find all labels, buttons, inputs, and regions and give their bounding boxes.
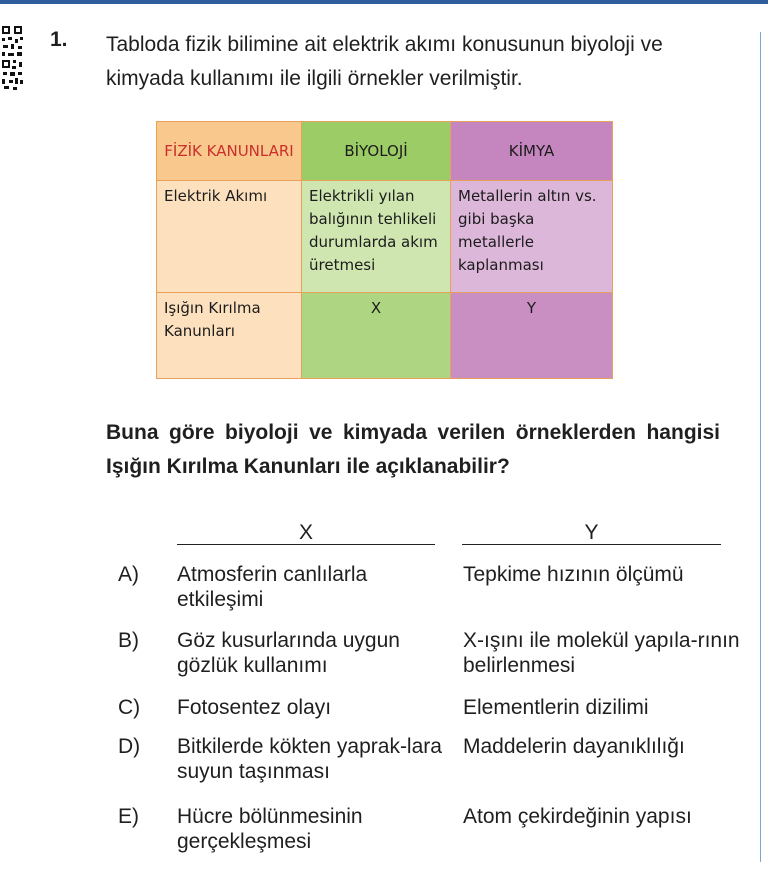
column-header-y: Y — [462, 522, 721, 545]
option-x-text: Bitkilerde kökten yaprak-lara suyun taşınması — [177, 735, 442, 783]
cell-chemistry-example: Metallerin altın vs. gibi başka metallerle kaplanması — [451, 181, 613, 293]
option-y-text: Maddelerin dayanıklılığı — [463, 735, 685, 758]
cell-y-unknown: Y — [451, 293, 613, 379]
option-x-text: Hücre bölünmesinin gerçekleşmesi — [177, 805, 363, 853]
option-x-text: Fotosentez olayı — [177, 696, 332, 719]
option-letter: E) — [118, 805, 139, 828]
option-x-text: Göz kusurlarında uygun gözlük kullanımı — [177, 629, 400, 677]
cell-law-refraction: Işığın Kırılma Kanunları — [157, 293, 302, 379]
option-letter: D) — [118, 735, 141, 758]
top-accent-bar — [0, 0, 768, 4]
option-y-text: Tepkime hızının ölçümü — [463, 563, 684, 586]
header-fizik-kanunlari: FİZİK KANUNLARI — [157, 122, 302, 181]
table-header-row — [157, 122, 613, 181]
cell-x-unknown: X — [302, 293, 451, 379]
table-row — [157, 293, 613, 379]
option-letter: B) — [118, 629, 139, 652]
option-y-text: Elementlerin dizilimi — [463, 696, 649, 719]
header-biyoloji: BİYOLOJİ — [302, 122, 451, 181]
cell-biology-example: Elektrikli yılan balığının tehlikeli durumlarda akım üretmesi — [302, 181, 451, 293]
cell-law-electric-current: Elektrik Akımı — [157, 181, 302, 293]
table-row — [157, 181, 613, 293]
qr-code-icon — [0, 22, 28, 92]
option-y-text: X-ışını ile molekül yapıla-rının belirlenmesi — [463, 629, 740, 677]
page-margin-rule — [760, 32, 761, 862]
question-text: Tabloda fizik bilimine ait elektrik akımı konusunun biyoloji ve kimyada kullanımı ile ilgili örnekler verilmiştir. — [106, 33, 663, 90]
option-x-text: Atmosferin canlılarla etkileşimi — [177, 563, 368, 611]
question-number: 1. — [50, 28, 68, 51]
option-y-text: Atom çekirdeğinin yapısı — [463, 805, 692, 828]
header-kimya: KİMYA — [451, 122, 613, 181]
option-letter: C) — [118, 696, 141, 719]
examples-table — [156, 121, 613, 379]
column-header-x: X — [177, 522, 435, 545]
question-prompt: Buna göre biyoloji ve kimyada verilen örneklerden hangisi Işığın Kırılma Kanunları ile açıklanabilir? — [106, 421, 720, 478]
option-letter: A) — [118, 563, 139, 586]
